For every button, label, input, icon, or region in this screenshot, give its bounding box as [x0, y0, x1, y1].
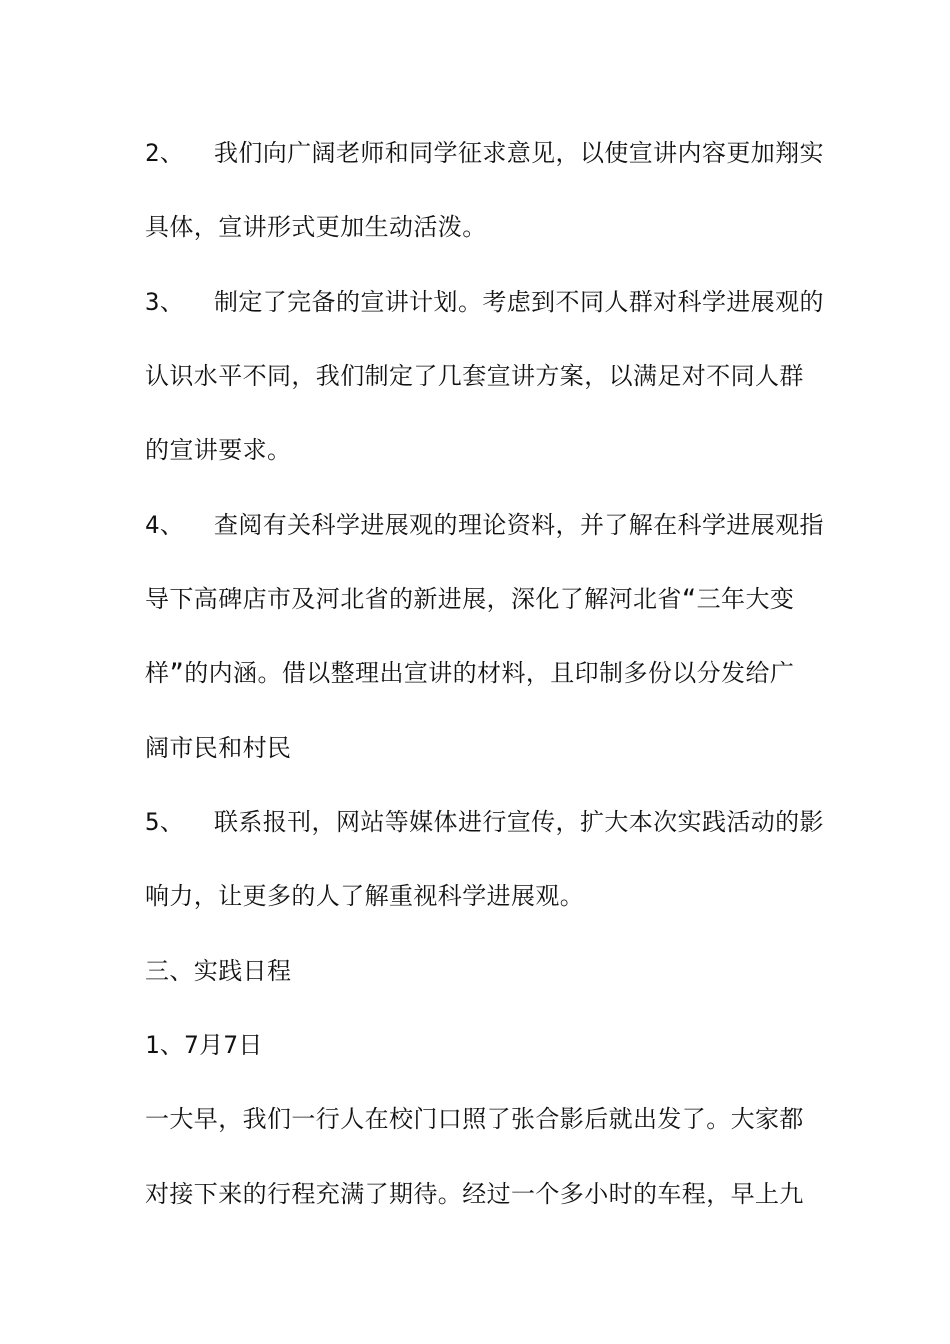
subsection-heading: 1、7月7日: [145, 1031, 263, 1059]
text-line: 5、 联系报刊，网站等媒体进行宣传，扩大本次实践活动的影: [145, 808, 824, 836]
text-line: 样”的内涵。借以整理出宣讲的材料，且印制多份以分发给广: [145, 659, 795, 687]
text-line: 的宣讲要求。: [145, 436, 292, 464]
text-line: 导下高碑店市及河北省的新进展，深化了解河北省“三年大变: [145, 585, 795, 613]
text-line: 具体，宣讲形式更加生动活泼。: [145, 213, 487, 241]
text-line: 认识水平不同，我们制定了几套宣讲方案，以满足对不同人群: [145, 362, 804, 390]
text-line: 4、 查阅有关科学进展观的理论资料，并了解在科学进展观指: [145, 511, 824, 539]
text-line: 2、 我们向广阔老师和同学征求意见，以使宣讲内容更加翔实: [145, 139, 824, 167]
text-line: 对接下来的行程充满了期待。经过一个多小时的车程，早上九: [145, 1180, 804, 1208]
text-line: 阔市民和村民: [145, 734, 292, 762]
text-line: 3、 制定了完备的宣讲计划。考虑到不同人群对科学进展观的: [145, 288, 824, 316]
section-heading: 三、实践日程: [145, 957, 292, 985]
text-line: 响力，让更多的人了解重视科学进展观。: [145, 882, 585, 910]
text-line: 一大早，我们一行人在校门口照了张合影后就出发了。大家都: [145, 1105, 804, 1133]
